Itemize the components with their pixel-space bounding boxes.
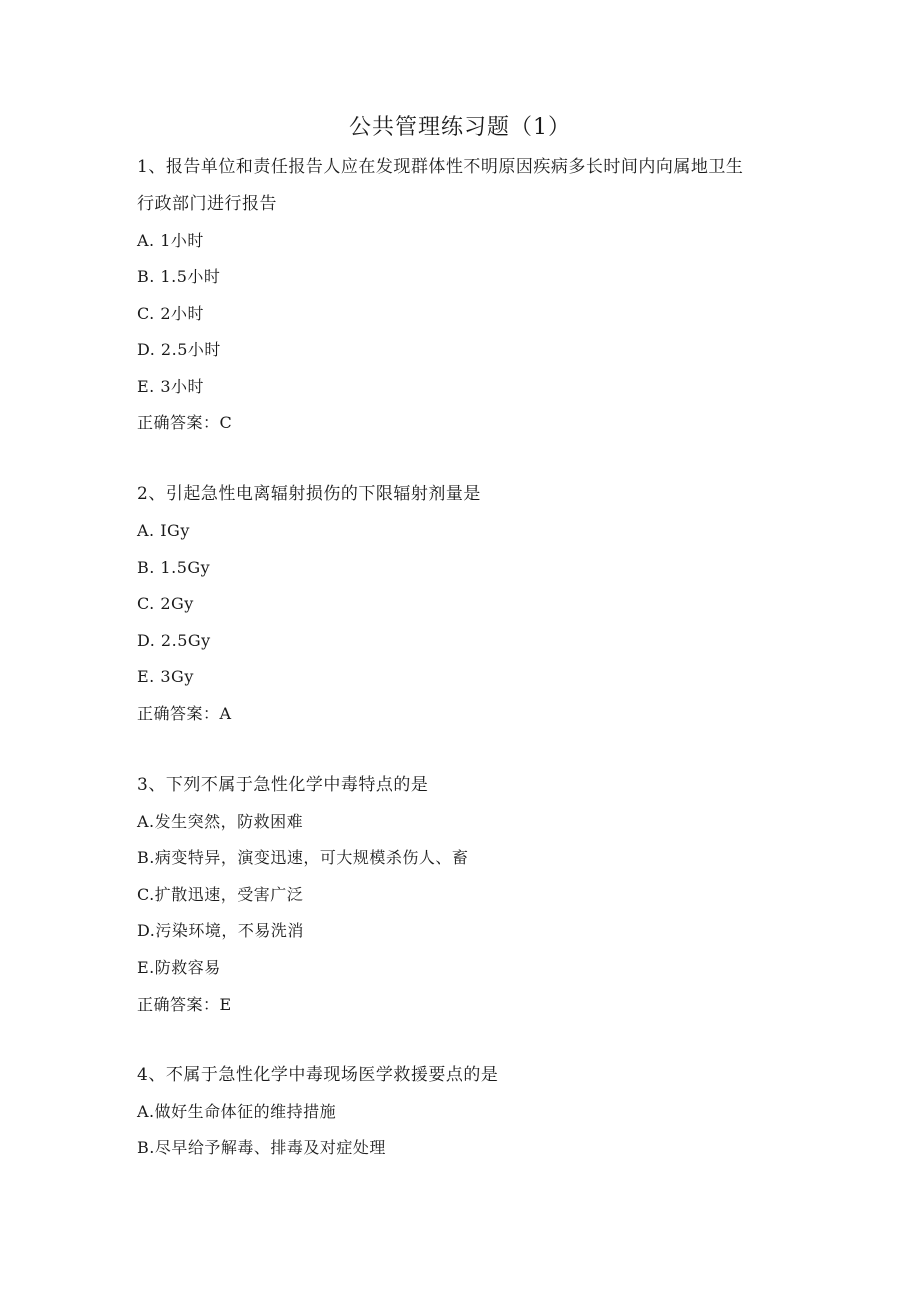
- question-3-option-b: B.病变特异，演变迅速，可大规模杀伤人、畜: [137, 848, 469, 867]
- question-2-text-line-1: 2、引起急性电离辐射损伤的下限辐射剂量是: [137, 484, 481, 504]
- question-2-option-b: B. 1.5Gy: [137, 558, 211, 577]
- question-2-option-a: A. IGy: [137, 521, 190, 540]
- question-3-answer: 正确答案：E: [137, 995, 232, 1014]
- question-3-option-a: A.发生突然，防救困难: [137, 812, 304, 831]
- question-4-option-b: B.尽早给予解毒、排毒及对症处理: [137, 1138, 386, 1157]
- question-3-option-e: E.防救容易: [137, 958, 221, 977]
- question-2-option-d: D. 2.5Gy: [137, 631, 211, 650]
- question-1-option-d: D. 2.5小时: [137, 340, 221, 359]
- question-3-option-c: C.扩散迅速，受害广泛: [137, 885, 304, 904]
- question-3-option-d: D.污染环境，不易洗消: [137, 921, 304, 940]
- question-2-answer: 正确答案：A: [137, 704, 232, 723]
- question-4-text-line-1: 4、不属于急性化学中毒现场医学救援要点的是: [137, 1065, 499, 1085]
- question-2-option-e: E. 3Gy: [137, 667, 194, 686]
- question-4-option-a: A.做好生命体征的维持措施: [137, 1102, 337, 1121]
- question-1-option-c: C. 2小时: [137, 304, 205, 323]
- question-1-option-e: E. 3小时: [137, 377, 205, 396]
- question-1-answer: 正确答案：C: [137, 413, 233, 432]
- document-title: 公共管理练习题（1）: [349, 115, 571, 140]
- question-2-option-c: C. 2Gy: [137, 594, 194, 613]
- question-1-option-b: B. 1.5小时: [137, 267, 221, 286]
- question-1-text-line-2: 行政部门进行报告: [137, 194, 277, 214]
- question-1-option-a: A. 1小时: [137, 231, 204, 250]
- question-1-text-line-1: 1、报告单位和责任报告人应在发现群体性不明原因疾病多长时间内向属地卫生: [137, 157, 744, 177]
- question-3-text-line-1: 3、下列不属于急性化学中毒特点的是: [137, 775, 429, 795]
